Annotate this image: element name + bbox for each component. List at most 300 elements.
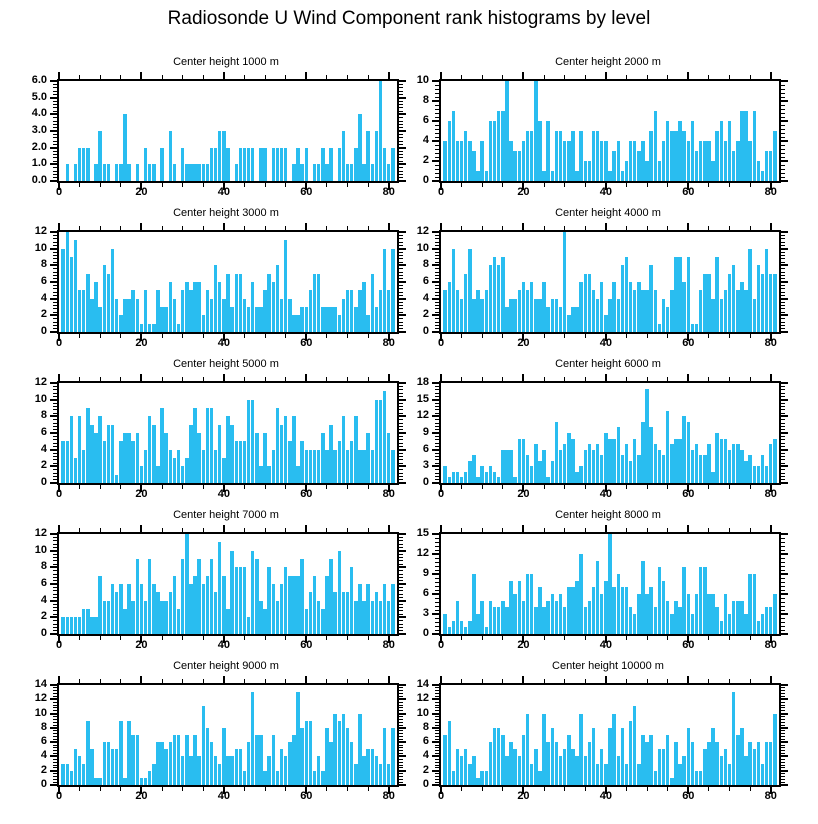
bar bbox=[534, 749, 537, 785]
bar bbox=[464, 274, 467, 332]
x-minor-tick bbox=[647, 75, 648, 79]
bar bbox=[761, 171, 764, 181]
bar bbox=[305, 450, 308, 483]
bar bbox=[366, 749, 369, 785]
bar bbox=[711, 472, 714, 483]
x-tick-label: 0 bbox=[437, 488, 445, 500]
bar bbox=[78, 148, 81, 181]
chart-title: Center height 7000 m bbox=[173, 509, 279, 521]
chart-title: Center height 3000 m bbox=[173, 207, 279, 219]
x-major-tick bbox=[140, 374, 142, 381]
y-minor-tick bbox=[435, 328, 439, 329]
y-tick-label: 6 bbox=[422, 442, 429, 455]
y-minor-tick bbox=[781, 105, 785, 106]
bar bbox=[276, 601, 279, 634]
x-minor-tick bbox=[79, 75, 80, 79]
y-minor-tick bbox=[781, 436, 785, 437]
x-minor-tick bbox=[461, 377, 462, 381]
bar bbox=[362, 164, 365, 181]
bar bbox=[317, 756, 320, 785]
y-minor-tick bbox=[781, 705, 785, 706]
bar bbox=[530, 282, 533, 332]
y-minor-tick bbox=[435, 242, 439, 243]
bar bbox=[251, 148, 254, 181]
y-major-tick bbox=[50, 130, 57, 132]
bar bbox=[666, 307, 669, 332]
bar bbox=[542, 450, 545, 483]
y-tick-label: 6 bbox=[40, 426, 47, 438]
bar bbox=[189, 290, 192, 332]
bar bbox=[534, 81, 537, 181]
y-major-tick bbox=[50, 698, 57, 700]
y-minor-tick bbox=[53, 272, 57, 273]
bar bbox=[164, 307, 167, 332]
y-major-tick bbox=[781, 713, 788, 715]
bar bbox=[489, 466, 492, 483]
x-minor-tick bbox=[750, 679, 751, 683]
bar bbox=[202, 450, 205, 483]
x-minor-tick bbox=[162, 787, 163, 791]
bar bbox=[239, 441, 242, 483]
chart-cell-4000m bbox=[408, 201, 817, 352]
bar bbox=[559, 450, 562, 483]
bar bbox=[769, 274, 772, 332]
y-minor-tick bbox=[53, 127, 57, 128]
bar bbox=[259, 735, 262, 785]
x-major-tick bbox=[223, 374, 225, 381]
bar bbox=[78, 290, 81, 332]
bar bbox=[222, 728, 225, 785]
x-tick-label: 80 bbox=[764, 488, 777, 500]
y-minor-tick bbox=[399, 238, 403, 239]
bar bbox=[375, 131, 378, 181]
x-major-tick bbox=[388, 525, 390, 532]
bar bbox=[773, 439, 776, 483]
y-minor-tick bbox=[53, 476, 57, 477]
bar bbox=[530, 764, 533, 785]
y-minor-tick bbox=[435, 403, 439, 404]
plot-box bbox=[34, 678, 399, 802]
y-minor-tick bbox=[53, 171, 57, 172]
x-minor-tick bbox=[265, 636, 266, 640]
bar bbox=[699, 455, 702, 483]
bar bbox=[90, 299, 93, 332]
x-minor-tick bbox=[461, 679, 462, 683]
bar bbox=[703, 455, 706, 483]
bar bbox=[687, 728, 690, 785]
y-minor-tick bbox=[435, 93, 439, 94]
bar bbox=[555, 742, 558, 785]
bar bbox=[584, 161, 587, 181]
y-tick-label: 12 bbox=[416, 547, 429, 559]
bar bbox=[140, 466, 143, 483]
y-tick-label: 6 bbox=[422, 735, 429, 748]
chart-title: Center height 1000 m bbox=[173, 56, 279, 68]
bar bbox=[600, 594, 603, 634]
y-minor-tick bbox=[53, 762, 57, 763]
bar bbox=[181, 290, 184, 332]
y-tick-label: 15 bbox=[416, 392, 429, 405]
bar bbox=[164, 749, 167, 785]
bar bbox=[218, 764, 221, 785]
y-minor-tick bbox=[435, 436, 439, 437]
bar bbox=[464, 627, 467, 634]
bar bbox=[185, 735, 188, 785]
y-minor-tick bbox=[781, 413, 785, 414]
bar bbox=[464, 749, 467, 785]
bar bbox=[658, 450, 661, 483]
y-minor-tick bbox=[399, 171, 403, 172]
bar bbox=[617, 756, 620, 785]
y-minor-tick bbox=[435, 582, 439, 583]
bar bbox=[181, 466, 184, 483]
bar bbox=[169, 450, 172, 483]
y-major-tick bbox=[50, 113, 57, 115]
x-minor-tick bbox=[461, 787, 462, 791]
bar bbox=[177, 609, 180, 634]
y-minor-tick bbox=[435, 542, 439, 543]
y-minor-tick bbox=[781, 255, 785, 256]
y-tick-label: 0 bbox=[40, 325, 47, 337]
bar bbox=[292, 576, 295, 634]
x-minor-tick bbox=[667, 183, 668, 187]
x-minor-tick bbox=[120, 787, 121, 791]
y-minor-tick bbox=[435, 325, 439, 326]
x-minor-tick bbox=[265, 787, 266, 791]
x-minor-tick bbox=[182, 183, 183, 187]
bar bbox=[321, 771, 324, 785]
bar bbox=[711, 728, 714, 785]
y-minor-tick bbox=[435, 453, 439, 454]
y-minor-tick bbox=[53, 439, 57, 440]
bar bbox=[612, 439, 615, 483]
y-minor-tick bbox=[399, 620, 403, 621]
bar bbox=[197, 282, 200, 332]
page-title: Radiosonde U Wind Component rank histograms by level bbox=[167, 8, 651, 29]
x-minor-tick bbox=[347, 75, 348, 79]
bar bbox=[480, 141, 483, 181]
bar bbox=[493, 257, 496, 332]
bar bbox=[160, 307, 163, 332]
bar bbox=[354, 307, 357, 332]
y-minor-tick bbox=[53, 322, 57, 323]
bar bbox=[744, 111, 747, 181]
y-minor-tick bbox=[53, 396, 57, 397]
bar bbox=[649, 131, 652, 181]
bar bbox=[350, 441, 353, 483]
bar bbox=[144, 290, 147, 332]
bar bbox=[371, 450, 374, 483]
bar bbox=[239, 148, 242, 181]
y-minor-tick bbox=[435, 618, 439, 619]
bar bbox=[206, 728, 209, 785]
bar bbox=[456, 290, 459, 332]
y-minor-tick bbox=[435, 272, 439, 273]
bar bbox=[247, 742, 250, 785]
bar bbox=[658, 324, 661, 332]
y-minor-tick bbox=[435, 173, 439, 174]
bar bbox=[160, 148, 163, 181]
bar bbox=[325, 728, 328, 785]
y-minor-tick bbox=[53, 759, 57, 760]
y-major-tick bbox=[50, 432, 57, 434]
y-major-tick bbox=[781, 727, 788, 729]
y-major-tick bbox=[781, 698, 788, 700]
y-tick-label: 4 bbox=[40, 442, 47, 455]
bar bbox=[296, 315, 299, 332]
bar bbox=[472, 455, 475, 483]
y-tick-label: 3 bbox=[422, 459, 429, 472]
x-minor-tick bbox=[564, 183, 565, 187]
x-major-tick bbox=[305, 72, 307, 79]
x-minor-tick bbox=[120, 636, 121, 640]
bar bbox=[383, 728, 386, 785]
bar bbox=[579, 554, 582, 634]
bar bbox=[621, 171, 624, 181]
bar bbox=[592, 728, 595, 785]
y-major-tick bbox=[432, 314, 439, 316]
x-minor-tick bbox=[502, 183, 503, 187]
y-minor-tick bbox=[435, 113, 439, 114]
x-minor-tick bbox=[368, 679, 369, 683]
bar bbox=[346, 290, 349, 332]
x-major-tick bbox=[140, 72, 142, 79]
bar bbox=[748, 574, 751, 634]
bar bbox=[173, 458, 176, 483]
bar bbox=[559, 307, 562, 332]
x-minor-tick bbox=[729, 377, 730, 381]
y-minor-tick bbox=[53, 403, 57, 404]
x-minor-tick bbox=[750, 636, 751, 640]
bar bbox=[214, 148, 217, 181]
y-minor-tick bbox=[781, 602, 785, 603]
x-minor-tick bbox=[182, 679, 183, 683]
y-major-tick bbox=[50, 755, 57, 757]
x-minor-tick bbox=[647, 377, 648, 381]
y-minor-tick bbox=[53, 473, 57, 474]
y-minor-tick bbox=[399, 456, 403, 457]
bar bbox=[571, 749, 574, 785]
y-minor-tick bbox=[781, 322, 785, 323]
bar bbox=[214, 265, 217, 332]
bar bbox=[691, 614, 694, 634]
y-tick-label: 8 bbox=[40, 258, 47, 271]
y-minor-tick bbox=[781, 542, 785, 543]
bar bbox=[468, 764, 471, 785]
y-minor-tick bbox=[781, 626, 785, 627]
bar bbox=[687, 257, 690, 332]
y-minor-tick bbox=[53, 419, 57, 420]
bar bbox=[740, 111, 743, 181]
bar bbox=[753, 111, 756, 181]
bar bbox=[761, 455, 764, 483]
bar bbox=[769, 742, 772, 785]
bar bbox=[280, 749, 283, 785]
bar bbox=[387, 433, 390, 483]
bar bbox=[300, 164, 303, 181]
plot-box bbox=[416, 678, 781, 802]
bar bbox=[164, 601, 167, 634]
y-minor-tick bbox=[781, 767, 785, 768]
x-minor-tick bbox=[182, 528, 183, 532]
bar bbox=[513, 299, 516, 332]
y-tick-label: 0 bbox=[422, 476, 429, 488]
bar bbox=[379, 81, 382, 181]
bar bbox=[296, 692, 299, 785]
bar bbox=[230, 307, 233, 332]
bar bbox=[70, 416, 73, 483]
bar bbox=[136, 559, 139, 634]
x-minor-tick bbox=[285, 485, 286, 489]
y-minor-tick bbox=[399, 580, 403, 581]
bar bbox=[115, 749, 118, 785]
bar bbox=[230, 551, 233, 634]
y-tick-label: 2 bbox=[422, 763, 429, 776]
y-minor-tick bbox=[53, 91, 57, 92]
x-minor-tick bbox=[326, 485, 327, 489]
bar bbox=[383, 249, 386, 332]
y-minor-tick bbox=[781, 133, 785, 134]
x-minor-tick bbox=[708, 679, 709, 683]
bar bbox=[629, 461, 632, 483]
x-major-tick bbox=[605, 374, 607, 381]
x-tick-label: 80 bbox=[382, 790, 395, 802]
bar bbox=[460, 621, 463, 634]
y-major-tick bbox=[432, 100, 439, 102]
bar bbox=[608, 171, 611, 181]
bar bbox=[563, 444, 566, 483]
bar bbox=[255, 307, 258, 332]
bar bbox=[493, 607, 496, 634]
x-minor-tick bbox=[585, 485, 586, 489]
x-minor-tick bbox=[203, 636, 204, 640]
y-major-tick bbox=[50, 550, 57, 552]
y-minor-tick bbox=[781, 582, 785, 583]
bar bbox=[119, 584, 122, 634]
bar bbox=[748, 742, 751, 785]
bar bbox=[156, 466, 159, 483]
bar bbox=[773, 594, 776, 634]
bar bbox=[654, 111, 657, 181]
bar bbox=[354, 416, 357, 483]
y-minor-tick bbox=[435, 255, 439, 256]
bar bbox=[338, 441, 341, 483]
bar bbox=[284, 756, 287, 785]
bar bbox=[354, 764, 357, 785]
y-minor-tick bbox=[435, 278, 439, 279]
y-major-tick bbox=[781, 382, 788, 384]
y-minor-tick bbox=[53, 111, 57, 112]
x-tick-label: 40 bbox=[217, 337, 230, 349]
chart-cell-6000m bbox=[408, 352, 817, 503]
bar bbox=[235, 749, 238, 785]
bar bbox=[263, 290, 266, 332]
y-minor-tick bbox=[53, 707, 57, 708]
bar bbox=[670, 614, 673, 634]
y-minor-tick bbox=[781, 473, 785, 474]
x-minor-tick bbox=[244, 679, 245, 683]
y-minor-tick bbox=[435, 610, 439, 611]
bar bbox=[329, 559, 332, 634]
x-minor-tick bbox=[544, 226, 545, 230]
bar bbox=[193, 408, 196, 483]
x-tick-label: 80 bbox=[382, 639, 395, 651]
y-tick-label: 8 bbox=[40, 409, 47, 422]
y-major-tick bbox=[432, 80, 439, 82]
y-minor-tick bbox=[53, 730, 57, 731]
x-minor-tick bbox=[182, 485, 183, 489]
y-minor-tick bbox=[399, 544, 403, 545]
bar bbox=[115, 592, 118, 634]
bar bbox=[769, 444, 772, 483]
bar bbox=[468, 141, 471, 181]
bar bbox=[489, 742, 492, 785]
bar bbox=[765, 466, 768, 483]
y-minor-tick bbox=[53, 767, 57, 768]
x-minor-tick bbox=[647, 679, 648, 683]
x-tick-label: 60 bbox=[682, 790, 695, 802]
plot-box bbox=[416, 376, 781, 500]
y-minor-tick bbox=[435, 469, 439, 470]
bar bbox=[542, 282, 545, 332]
x-minor-tick bbox=[326, 334, 327, 338]
bar bbox=[66, 164, 69, 181]
bar bbox=[272, 148, 275, 181]
x-minor-tick bbox=[667, 485, 668, 489]
y-major-tick bbox=[432, 482, 439, 484]
x-minor-tick bbox=[461, 485, 462, 489]
x-minor-tick bbox=[203, 226, 204, 230]
bar bbox=[350, 164, 353, 181]
y-minor-tick bbox=[435, 125, 439, 126]
bar bbox=[284, 240, 287, 332]
y-minor-tick bbox=[435, 262, 439, 263]
y-major-tick bbox=[432, 698, 439, 700]
x-minor-tick bbox=[647, 528, 648, 532]
bar bbox=[604, 141, 607, 181]
bar bbox=[358, 290, 361, 332]
bar bbox=[300, 559, 303, 634]
bar bbox=[649, 587, 652, 634]
y-minor-tick bbox=[781, 776, 785, 777]
y-tick-label: 10 bbox=[34, 543, 47, 556]
bar bbox=[629, 607, 632, 634]
y-minor-tick bbox=[53, 705, 57, 706]
x-tick-label: 80 bbox=[382, 488, 395, 500]
x-minor-tick bbox=[347, 334, 348, 338]
x-minor-tick bbox=[585, 75, 586, 79]
y-major-tick bbox=[781, 331, 788, 333]
x-minor-tick bbox=[750, 528, 751, 532]
bar bbox=[604, 315, 607, 332]
y-minor-tick bbox=[781, 590, 785, 591]
bar bbox=[682, 756, 685, 785]
x-tick-label: 60 bbox=[682, 488, 695, 500]
x-tick-label: 40 bbox=[217, 488, 230, 500]
y-minor-tick bbox=[53, 275, 57, 276]
y-minor-tick bbox=[435, 759, 439, 760]
bar bbox=[292, 315, 295, 332]
bar bbox=[691, 324, 694, 332]
bar bbox=[724, 749, 727, 785]
bar bbox=[358, 114, 361, 181]
bar bbox=[387, 164, 390, 181]
x-minor-tick bbox=[482, 226, 483, 230]
bars-area bbox=[59, 81, 397, 181]
bar bbox=[666, 735, 669, 785]
bar bbox=[267, 274, 270, 332]
x-major-tick bbox=[522, 374, 524, 381]
